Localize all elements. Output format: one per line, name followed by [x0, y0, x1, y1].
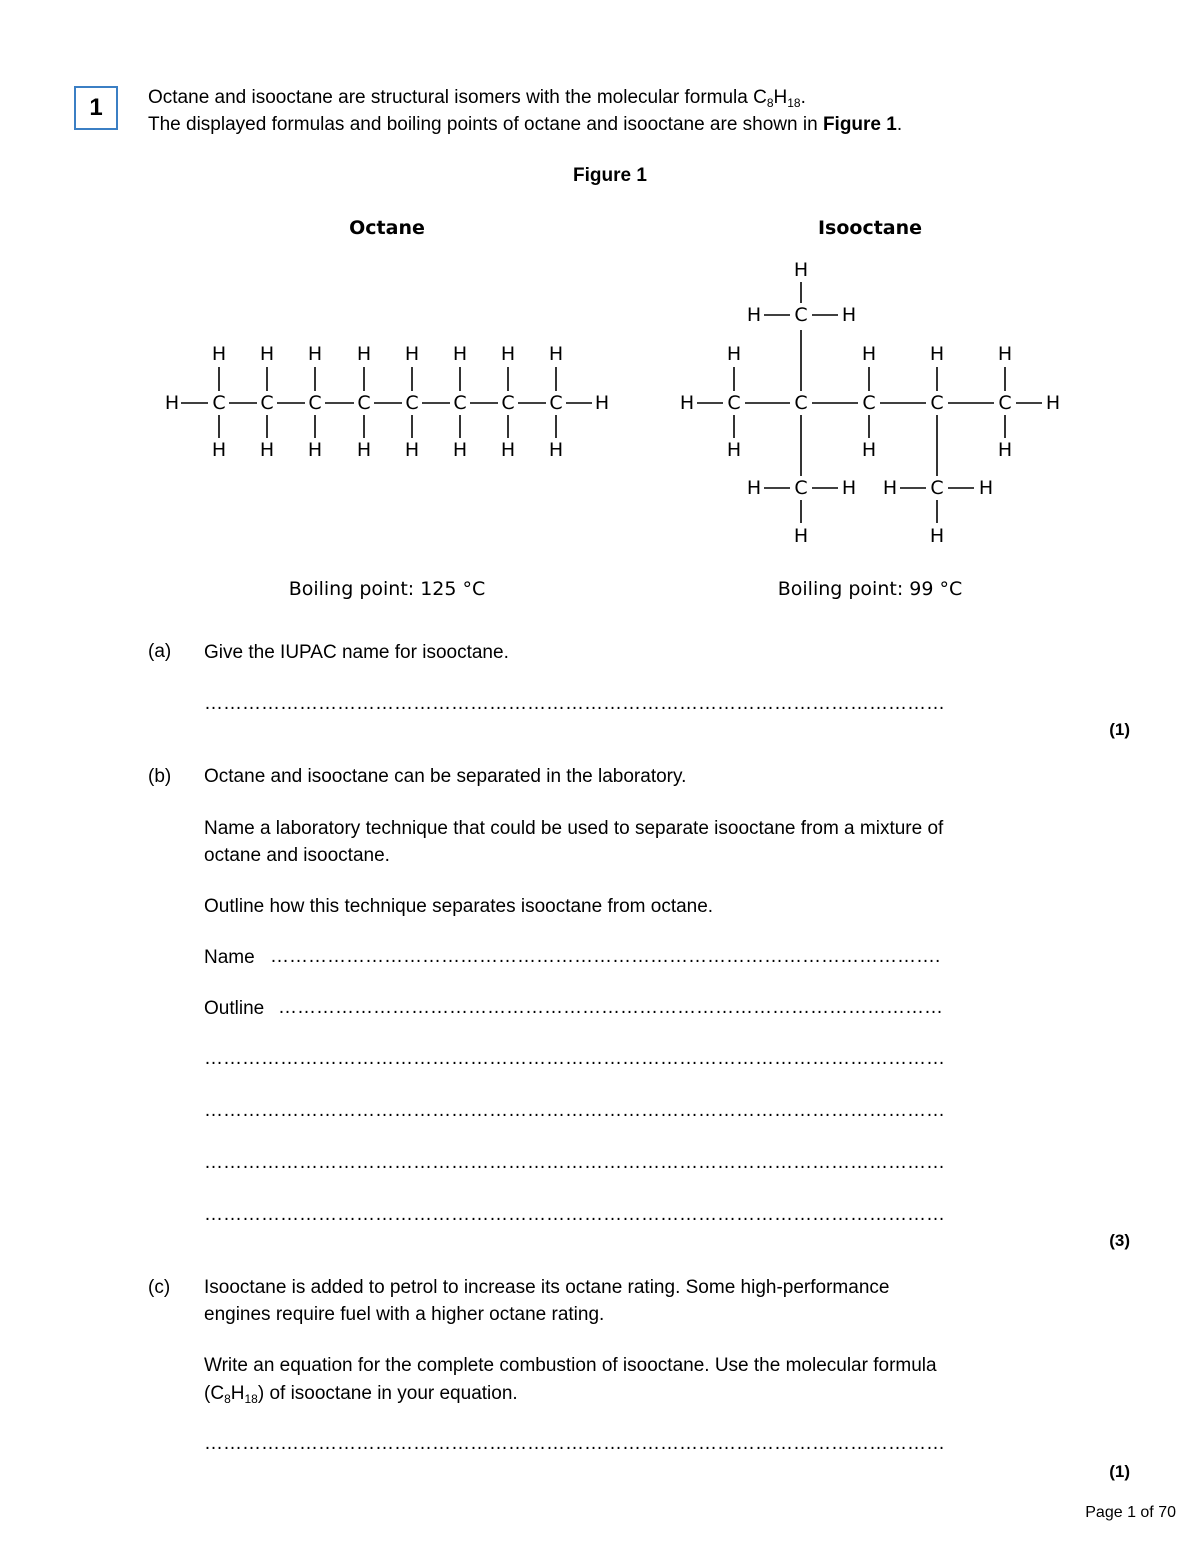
part-b-answer-line[interactable]: ……………………………………………………………………………………………………… [204, 1152, 945, 1173]
part-b-name-label: Name [204, 947, 255, 968]
hydrogen-atom: H [356, 439, 372, 461]
hydrogen-atom: H [997, 343, 1013, 365]
carbon-atom: C [930, 392, 944, 414]
hydrogen-atom: H [841, 477, 857, 499]
hydrogen-atom: H [404, 343, 420, 365]
hydrogen-atom: H [452, 343, 468, 365]
hydrogen-atom: H [997, 439, 1013, 461]
hydrogen-atom: H [259, 343, 275, 365]
part-b-answer-line[interactable]: ……………………………………………………………………………………………………… [204, 1204, 945, 1225]
part-b-text-2a: Name a laboratory technique that could be used to separate isooctane from a mixture of [204, 818, 944, 839]
hydrogen-atom: H [679, 392, 695, 414]
structural-formulas [165, 259, 1060, 547]
carbon-atom: C [930, 477, 944, 499]
hydrogen-atom: H [500, 343, 516, 365]
hydrogen-atom: H [500, 439, 516, 461]
part-b-text-2b: octane and isooctane. [204, 845, 390, 866]
part-b-text-3: Outline how this technique separates isooctane from octane. [204, 896, 714, 917]
part-c-answer-line[interactable]: ……………………………………………………………………………………………………… [204, 1433, 945, 1454]
hydrogen-atom: H [746, 477, 762, 499]
hydrogen-atom: H [978, 477, 994, 499]
part-c-text-1b: engines require fuel with a higher octane rating. [204, 1304, 605, 1325]
isooctane-title: Isooctane [817, 217, 923, 239]
part-b-answer-line[interactable]: ……………………………………………………………………………………………………… [204, 1100, 945, 1121]
hydrogen-atom: H [356, 343, 372, 365]
hydrogen-atom: H [861, 439, 877, 461]
part-a-marks: (1) [1109, 720, 1130, 739]
part-c-text-2b: $(C_8H_{18})$ of isooctane in your equation. [204, 1383, 518, 1406]
part-c-label: (c) [148, 1277, 171, 1298]
carbon-atom: C [794, 392, 808, 414]
figure-1 [150, 205, 1080, 615]
figure-title: Figure 1 [573, 165, 647, 186]
part-b-text-1: Octane and isooctane can be separated in the laboratory. [204, 766, 687, 787]
part-c-text-2a: Write an equation for the complete combustion of isooctane. Use the molecular formula [204, 1355, 937, 1376]
hydrogen-atom: H [404, 439, 420, 461]
part-a-answer-line[interactable]: ……………………………………………………………………………………………………… [204, 693, 945, 714]
question-number: 1 [74, 86, 118, 130]
part-b-outline-answer[interactable]: …………………………………………………………………………………………… [278, 997, 943, 1018]
part-c-marks: (1) [1109, 1462, 1130, 1481]
hydrogen-atom: H [452, 439, 468, 461]
carbon-atom: C [549, 392, 563, 414]
hydrogen-atom: H [594, 392, 610, 414]
hydrogen-atom: H [211, 343, 227, 365]
hydrogen-atom: H [164, 392, 180, 414]
hydrogen-atom: H [882, 477, 898, 499]
hydrogen-atom: H [1045, 392, 1061, 414]
hydrogen-atom: H [259, 439, 275, 461]
part-c-text-1a: Isooctane is added to petrol to increase its octane rating. Some high-performance [204, 1277, 890, 1298]
intro-line-2: The displayed formulas and boiling points of octane and isooctane are shown in Figure 1. [148, 114, 903, 135]
hydrogen-atom: H [841, 304, 857, 326]
hydrogen-atom: H [307, 439, 323, 461]
part-a-label: (a) [148, 641, 172, 662]
part-a-text: Give the IUPAC name for isooctane. [204, 642, 509, 663]
carbon-atom: C [794, 477, 808, 499]
hydrogen-atom: H [793, 525, 809, 547]
hydrogen-atom: H [929, 525, 945, 547]
part-b-answer-line[interactable]: ……………………………………………………………………………………………………… [204, 1048, 945, 1069]
octane-boiling-point: Boiling point: 125 °C [288, 578, 486, 600]
carbon-atom: C [794, 304, 808, 326]
part-b-marks: (3) [1109, 1231, 1130, 1250]
carbon-atom: C [308, 392, 322, 414]
carbon-atom: C [453, 392, 467, 414]
hydrogen-atom: H [726, 343, 742, 365]
carbon-atom: C [727, 392, 741, 414]
hydrogen-atom: H [548, 439, 564, 461]
hydrogen-atom: H [211, 439, 227, 461]
part-b-name-answer[interactable]: ……………………………………………………………………………………………. [270, 946, 941, 967]
carbon-atom: C [501, 392, 515, 414]
hydrogen-atom: H [307, 343, 323, 365]
carbon-atom: C [998, 392, 1012, 414]
intro-line-1: Octane and isooctane are structural isomers with the molecular formula $C_8H_{18}$. [148, 87, 806, 110]
carbon-atom: C [405, 392, 419, 414]
hydrogen-atom: H [548, 343, 564, 365]
part-b-outline-label: Outline [204, 998, 265, 1019]
page-number: Page 1 of 70 [1085, 1504, 1176, 1521]
hydrogen-atom: H [746, 304, 762, 326]
octane-title: Octane [349, 217, 425, 239]
hydrogen-atom: H [726, 439, 742, 461]
carbon-atom: C [260, 392, 274, 414]
hydrogen-atom: H [793, 259, 809, 281]
carbon-atom: C [357, 392, 371, 414]
hydrogen-atom: H [929, 343, 945, 365]
carbon-atom: C [862, 392, 876, 414]
hydrogen-atom: H [861, 343, 877, 365]
isooctane-boiling-point: Boiling point: 99 °C [777, 578, 963, 600]
carbon-atom: C [212, 392, 226, 414]
part-b-label: (b) [148, 766, 172, 787]
